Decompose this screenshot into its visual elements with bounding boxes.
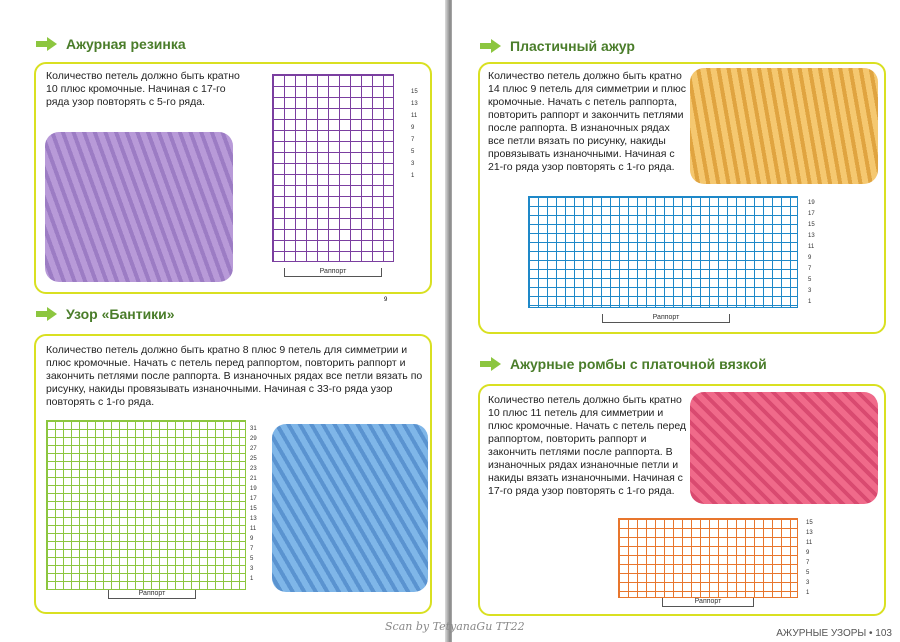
section-title-ajur-rezinka [36, 36, 186, 52]
row-numbers: 19 17 15 13 11 9 7 5 3 1 [808, 200, 815, 305]
pattern-description: Количество петель должно быть кратно 10 плюс кромочные. Начиная с 17-го ряда узор повторять с 5-го ряда. [46, 70, 240, 108]
rapport-label: Раппорт [284, 268, 382, 277]
arrow-icon [36, 37, 58, 51]
right-page [452, 0, 900, 642]
page-mark: 9 [384, 297, 388, 303]
page-number: АЖУРНЫЕ УЗОРЫ • 103 [776, 628, 892, 639]
arrow-icon [36, 307, 58, 321]
left-page [0, 0, 448, 642]
rapport-label: Раппорт [662, 598, 754, 607]
rapport-label: Раппорт [602, 314, 730, 323]
pattern-description: Количество петель должно быть кратно 10 плюс 11 петель для симметрии и плюс кромочные. Начать с петель перед раппортом, повторить раппорт и закончить петлями после раппорта. В изнаночных рядах изнаночные петли и накиды вязать изнаночными. Начиная с 17-го ряда узор повторять с 1-го ряда. [488, 394, 687, 497]
section-title-text: Узор «Бантики» [66, 306, 175, 322]
section-title-ajurnye-romby [480, 356, 767, 372]
row-numbers: 15 13 11 9 7 5 3 1 [411, 89, 418, 179]
rapport-label: Раппорт [108, 590, 196, 599]
section-title-plastichny-ajur [480, 38, 635, 54]
knit-chart-green [46, 420, 246, 590]
pattern-description: Количество петель должно быть кратно 8 плюс 9 петель для симметрии и плюс кромочные. Начать с петель перед раппортом, повторить раппорт и закончить петлями после раппорта. В изнаночных рядах все петли вязать по рисунку, накиды провязывать изнаночными. Начиная с 33-го ряда узор повторять с 1-го ряда. [46, 344, 423, 408]
section-title-bantiki [36, 306, 175, 322]
knit-photo-purple [45, 132, 233, 282]
scan-credit: Scan by TetyanaGu TT22 [385, 620, 525, 633]
section-title-text: Пластичный ажур [510, 38, 635, 54]
knit-chart-purple [272, 74, 394, 262]
section-title-text: Ажурные ромбы с платочной вязкой [510, 356, 767, 372]
arrow-icon [480, 357, 502, 371]
knit-chart-orange [618, 518, 798, 598]
knit-chart-blue [528, 196, 798, 308]
section-title-text: Ажурная резинка [66, 36, 186, 52]
knit-photo-pink [690, 392, 878, 504]
row-numbers: 15 13 11 9 7 5 3 1 [806, 520, 813, 596]
pattern-description: Количество петель должно быть кратно 14 плюс 9 петель для симметрии и плюс кромочные. Начать с петель раппорта, повторить раппорт и закончить петлями после раппорта. В изнаночных рядах все петли вязать по рисунку, накиды провязывать изнаночными. Начиная с 21-го ряда узор повторять с 1-го ряда. [488, 70, 686, 173]
row-numbers: 31 29 27 25 23 21 19 17 15 13 11 9 7 5 3 1 [250, 426, 257, 582]
knit-photo-blue [272, 424, 428, 592]
arrow-icon [480, 39, 502, 53]
knit-photo-yellow [690, 68, 878, 184]
